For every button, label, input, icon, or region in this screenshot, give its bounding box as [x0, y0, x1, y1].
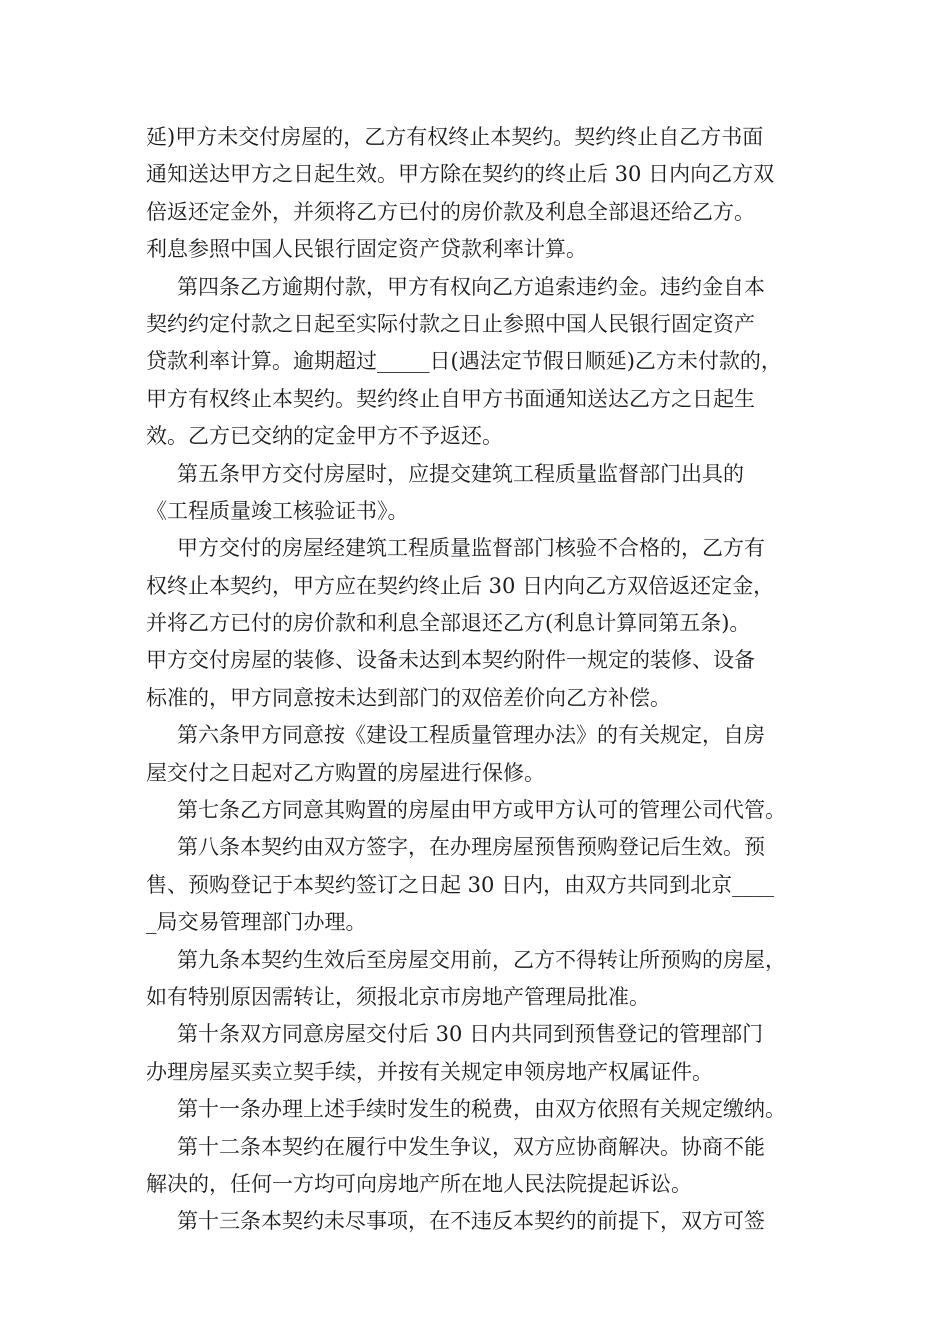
text-line: 权终止本契约，甲方应在契约终止后 30 日内向乙方双倍返还定金， [146, 573, 775, 598]
text-line-clause-13: 第十三条本契约未尽事项，在不违反本契约的前提下，双方可签 [177, 1209, 765, 1234]
text-line: 并将乙方已付的房价款和利息全部退还乙方(利息计算同第五条)。 [146, 611, 751, 636]
text-line-clause-5: 第五条甲方交付房屋时，应提交建筑工程质量监督部门出具的 [177, 461, 744, 486]
text-line-clause-8: 第八条本契约由双方签字，在办理房屋预售预购登记后生效。预 [177, 835, 765, 860]
text-line-clause-6: 第六条甲方同意按《建设工程质量管理办法》的有关规定，自房 [177, 723, 765, 748]
text-line: 贷款利率计算。逾期超过_____日(遇法定节假日顺延)乙方未付款的， [146, 349, 782, 374]
text-line: _局交易管理部门办理。 [146, 910, 367, 935]
contract-text-body [146, 119, 810, 1241]
text-line-clause-10: 第十条双方同意房屋交付后 30 日内共同到预售登记的管理部门 [177, 1022, 764, 1047]
text-line: 办理房屋买卖立契手续，并按有关规定申领房地产权属证件。 [146, 1059, 713, 1084]
text-line: 延)甲方未交付房屋的，乙方有权终止本契约。契约终止自乙方书面 [146, 125, 764, 149]
text-line-clause-7: 第七条乙方同意其购置的房屋由甲方或甲方认可的管理公司代管。 [177, 798, 786, 823]
text-line: 解决的，任何一方均可向房地产所在地人民法院提起诉讼。 [146, 1171, 692, 1196]
text-line: 利息参照中国人民银行固定资产贷款利率计算。 [146, 237, 587, 262]
text-line: 《工程质量竣工核验证书》。 [146, 498, 409, 523]
text-line-clause-12: 第十二条本契约在履行中发生争议，双方应协商解决。协商不能 [177, 1134, 765, 1159]
text-line: 如有特别原因需转让，须报北京市房地产管理局批准。 [146, 984, 650, 1009]
text-line: 契约约定付款之日起至实际付款之日止参照中国人民银行固定资产 [146, 311, 755, 336]
text-line: 倍返还定金外，并须将乙方已付的房价款及利息全部退还给乙方。 [146, 199, 755, 224]
text-line: 甲方交付的房屋经建筑工程质量监督部门核验不合格的，乙方有 [177, 536, 765, 561]
text-line: 通知送达甲方之日起生效。甲方除在契约的终止后 30 日内向乙方双 [146, 162, 775, 187]
text-line: 屋交付之日起对乙方购置的房屋进行保修。 [146, 760, 545, 785]
text-line: 甲方有权终止本契约。契约终止自甲方书面通知送达乙方之日起生 [146, 386, 755, 411]
text-line: 效。乙方已交纳的定金甲方不予返还。 [146, 424, 503, 449]
text-line: 标准的，甲方同意按未达到部门的双倍差价向乙方补偿。 [146, 685, 671, 710]
text-line-clause-9: 第九条本契约生效后至房屋交用前，乙方不得转让所预购的房屋， [177, 947, 786, 972]
text-line-clause-4: 第四条乙方逾期付款，甲方有权向乙方追索违约金。违约金自本 [177, 274, 765, 299]
text-line-clause-11: 第十一条办理上述手续时发生的税费，由双方依照有关规定缴纳。 [177, 1097, 786, 1122]
text-line: 甲方交付房屋的装修、设备未达到本契约附件一规定的装修、设备 [146, 648, 755, 673]
text-line: 售、预购登记于本契约签订之日起 30 日内，由双方共同到北京____ [146, 872, 775, 897]
